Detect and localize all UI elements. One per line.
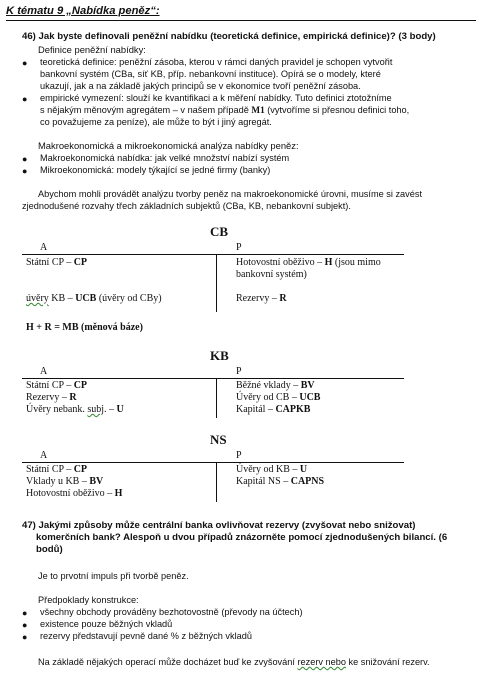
bullet-icon: ● xyxy=(22,58,28,68)
ns-balance-title: NS xyxy=(210,432,227,447)
cb-vertical-rule xyxy=(216,254,217,312)
heading-rule xyxy=(6,20,476,21)
ns-asset-deposits: Vklady u KB – BV xyxy=(26,476,104,487)
kb-asset-reserves: Rezervy – R xyxy=(26,392,77,403)
bullet-icon: ● xyxy=(22,94,28,104)
cb-asset-state-bonds: Státní CP – CP xyxy=(26,257,88,268)
cb-horizontal-rule xyxy=(22,254,404,255)
cb-liability-reserves: Rezervy – R xyxy=(236,293,287,304)
empirical-def-line-3: co považujeme za peníze), ale může to být i jiný agregát. xyxy=(40,117,272,127)
kb-liability-deposits: Běžné vklady – BV xyxy=(236,380,315,391)
assumption-item-3: rezervy představují pevně dané % z běžných vkladů xyxy=(40,631,252,641)
theoretical-def-line-2: bankovní systém (CBa, síť KB, příp. nebankovní instituce). Opírá se o modely, které xyxy=(40,69,381,79)
theoretical-def-line-3: ukazují, jak a na základě jakých principů se v ekonomice tvoří peněžní zásoba. xyxy=(40,81,361,91)
empirical-def-line-1: empirické vymezení: slouží ke kvantifikaci a k měření nabídky. Tuto definici ztotožníme xyxy=(40,93,392,103)
bullet-icon: ● xyxy=(22,632,28,642)
kb-vertical-rule xyxy=(216,378,217,418)
ns-liability-loans: Úvěry od KB – U xyxy=(236,464,308,475)
topic-heading: K tématu 9 „Nabídka peněz“: xyxy=(6,5,160,17)
assumption-item-2: existence pouze běžných vkladů xyxy=(40,619,173,629)
kb-asset-loans: Úvěry nebank. subj. – U xyxy=(26,404,124,415)
kb-liability-cb-loans: Úvěry od CB – UCB xyxy=(236,392,321,403)
bullet-icon: ● xyxy=(22,166,28,176)
cb-liabilities-header: P xyxy=(236,242,242,253)
question-46-title: 46) Jak byste definovali peněžní nabídku (teoretická definice, empirická definice)? (3 body) xyxy=(22,31,436,42)
cb-balance-title: CB xyxy=(210,224,229,239)
question-47-title-line-1: 47) Jakými způsoby může centrální banka ovlivňovat rezervy (zvyšovat nebo snižovat) xyxy=(22,520,416,531)
q47-closing: Na základě nějakých operací může docházet buď ke zvyšování rezerv nebo ke snižování rezerv. xyxy=(38,657,430,667)
paragraph-line-1: Abychom mohli provádět analýzu tvorby peněz na makroekonomické úrovni, musíme si zavést xyxy=(38,189,423,199)
kb-assets-header: A xyxy=(40,366,48,377)
monetary-base-formula: H + R = MB (měnová báze) xyxy=(26,322,143,333)
ns-horizontal-rule xyxy=(22,462,404,463)
ns-vertical-rule xyxy=(216,462,217,502)
assumption-item-1: všechny obchody prováděny bezhotovostně (převody na účtech) xyxy=(40,607,303,617)
analysis-item-macro: Makroekonomická nabídka: jak velké množství nabízí systém xyxy=(40,153,290,163)
paragraph-line-2: zjednodušené rozvahy třech základních subjektů (CBa, KB, nebankovní subjekt). xyxy=(22,201,351,211)
kb-asset-state-bonds: Státní CP – CP xyxy=(26,380,88,391)
bullet-icon: ● xyxy=(22,608,28,618)
empirical-def-line-2: s nějakým měnovým agregátem – v našem případě M1 (vytvoříme si přesnou definici toho, xyxy=(40,105,410,115)
cb-liability-cash: Hotovostní oběživo – H (jsou mimo xyxy=(236,257,381,268)
ns-liabilities-header: P xyxy=(236,450,242,461)
cb-assets-header: A xyxy=(40,242,48,253)
question-47-title-line-3: bodů) xyxy=(36,544,63,555)
kb-horizontal-rule xyxy=(22,378,404,379)
cb-asset-loans-kb: úvěry KB – UCB (úvěry od CBy) xyxy=(26,293,162,304)
kb-balance-title: KB xyxy=(210,348,229,363)
ns-liability-capital: Kapitál NS – CAPNS xyxy=(236,476,325,487)
theoretical-def-line-1: teoretická definice: peněžní zásoba, kterou v rámci daných pravidel je schopen vytvořit xyxy=(40,57,393,67)
question-47-title-line-2: komerčních bank? Alespoň u dvou případů znázorněte pomocí zjednodušených bilancí. (6 xyxy=(36,532,448,543)
ns-assets-header: A xyxy=(40,450,48,461)
ns-asset-cash: Hotovostní oběživo – H xyxy=(26,488,123,499)
kb-liabilities-header: P xyxy=(236,366,242,377)
kb-liability-capital: Kapitál – CAPKB xyxy=(236,404,311,415)
bullet-icon: ● xyxy=(22,620,28,630)
assumptions-label: Předpoklady konstrukce: xyxy=(38,595,139,605)
definitions-label: Definice peněžní nabídky: xyxy=(38,44,146,55)
analysis-item-micro: Mikroekonomická: modely týkající se jedné firmy (banky) xyxy=(40,165,271,175)
q47-intro: Je to prvotní impuls při tvorbě peněz. xyxy=(38,571,189,581)
analysis-label: Makroekonomická a mikroekonomická analýza nabídky peněz: xyxy=(38,140,299,151)
ns-asset-state-bonds: Státní CP – CP xyxy=(26,464,88,475)
bullet-icon: ● xyxy=(22,154,28,164)
cb-liability-cash-cont: bankovní systém) xyxy=(236,269,307,280)
